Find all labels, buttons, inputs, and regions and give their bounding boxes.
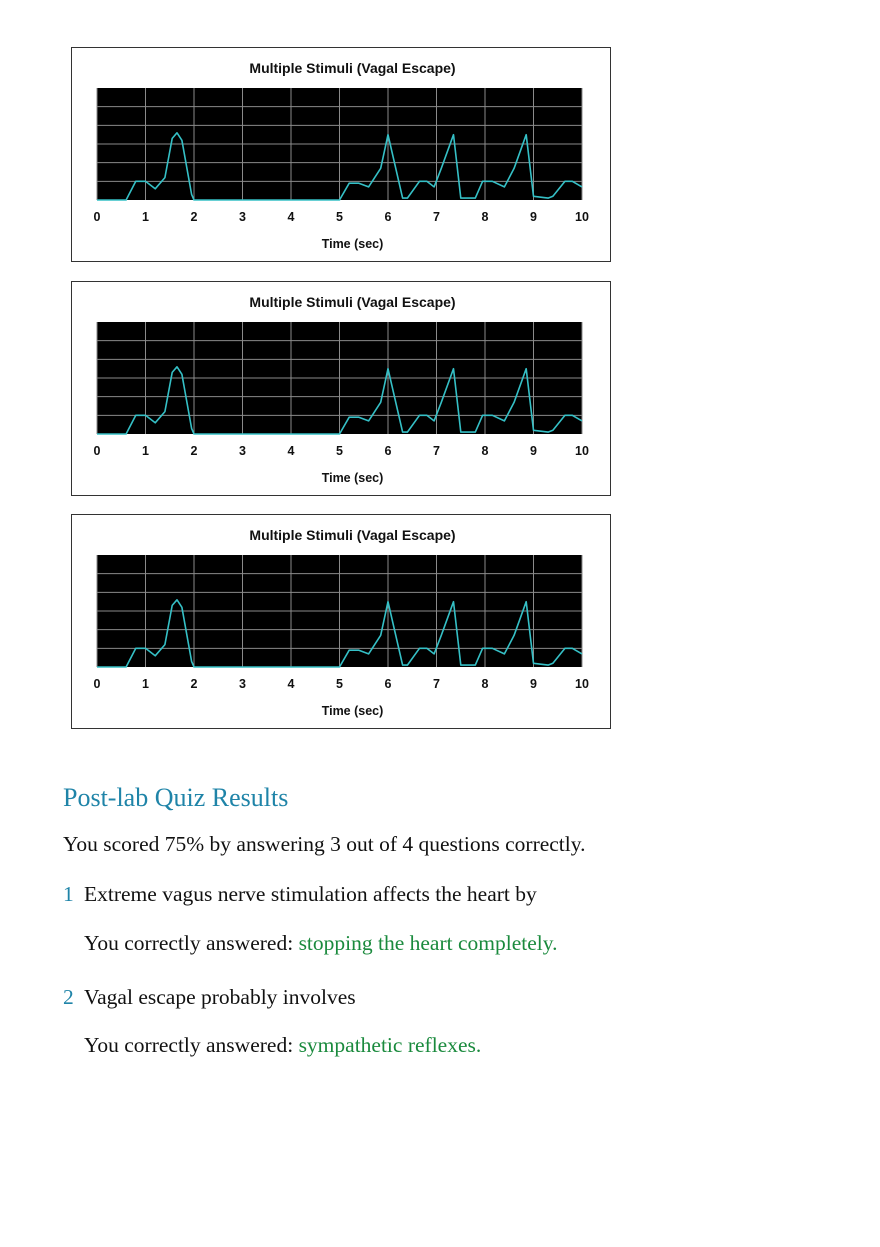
ecg-chart-2	[71, 281, 611, 496]
x-tick-label: 5	[336, 677, 343, 691]
question-2-text: Vagal escape probably involves	[84, 985, 356, 1009]
x-tick-label: 5	[336, 210, 343, 224]
x-tick-label: 3	[239, 677, 246, 691]
x-tick-label: 9	[530, 444, 537, 458]
x-tick-label: 0	[93, 210, 101, 224]
x-tick-label: 3	[239, 444, 246, 458]
question-1-number: 1	[63, 882, 74, 906]
x-tick-label: 7	[433, 677, 440, 691]
question-2-correct-answer: sympathetic reflexes.	[298, 1033, 482, 1057]
question-2-answer-prefix: You correctly answered:	[84, 1033, 299, 1057]
x-tick-label: 1	[142, 677, 149, 691]
ecg-chart-1	[71, 47, 611, 262]
ecg-chart-3	[71, 514, 611, 729]
x-axis-label: Time (sec)	[321, 237, 384, 251]
x-tick-label: 4	[287, 444, 295, 458]
question-1	[63, 879, 537, 909]
x-axis-label: Time (sec)	[321, 704, 384, 718]
x-tick-label: 5	[336, 444, 343, 458]
question-2-number: 2	[63, 985, 74, 1009]
x-tick-label: 6	[384, 677, 392, 691]
chart-svg	[72, 515, 612, 730]
chart-svg	[72, 282, 612, 497]
chart-title: Multiple Stimuli (Vagal Escape)	[249, 60, 456, 76]
quiz-heading: Post-lab Quiz Results	[63, 783, 289, 812]
x-tick-label: 7	[433, 210, 440, 224]
x-tick-label: 0	[93, 444, 101, 458]
question-2-answer	[84, 1030, 481, 1060]
x-tick-label: 1	[142, 210, 149, 224]
x-tick-label: 10	[575, 210, 589, 224]
x-tick-label: 6	[384, 444, 392, 458]
quiz-score-summary: You scored 75% by answering 3 out of 4 questions correctly.	[63, 832, 586, 856]
x-tick-label: 8	[481, 210, 489, 224]
question-1-answer	[84, 928, 558, 958]
x-tick-label: 4	[287, 677, 295, 691]
question-2	[63, 982, 356, 1012]
x-tick-label: 0	[93, 677, 101, 691]
x-tick-label: 2	[190, 444, 198, 458]
chart-title: Multiple Stimuli (Vagal Escape)	[249, 527, 456, 543]
x-tick-label: 6	[384, 210, 392, 224]
x-axis-label: Time (sec)	[321, 471, 384, 485]
x-tick-label: 2	[190, 210, 198, 224]
question-1-answer-prefix: You correctly answered:	[84, 931, 299, 955]
x-tick-label: 4	[287, 210, 295, 224]
x-tick-label: 3	[239, 210, 246, 224]
chart-svg	[72, 48, 612, 263]
x-tick-label: 10	[575, 444, 589, 458]
question-1-text: Extreme vagus nerve stimulation affects the heart by	[84, 882, 537, 906]
x-tick-label: 9	[530, 677, 537, 691]
chart-title: Multiple Stimuli (Vagal Escape)	[249, 294, 456, 310]
x-tick-label: 8	[481, 444, 489, 458]
x-tick-label: 7	[433, 444, 440, 458]
x-tick-label: 9	[530, 210, 537, 224]
question-1-correct-answer: stopping the heart completely.	[298, 931, 558, 955]
x-tick-label: 1	[142, 444, 149, 458]
x-tick-label: 10	[575, 677, 589, 691]
x-tick-label: 8	[481, 677, 489, 691]
x-tick-label: 2	[190, 677, 198, 691]
